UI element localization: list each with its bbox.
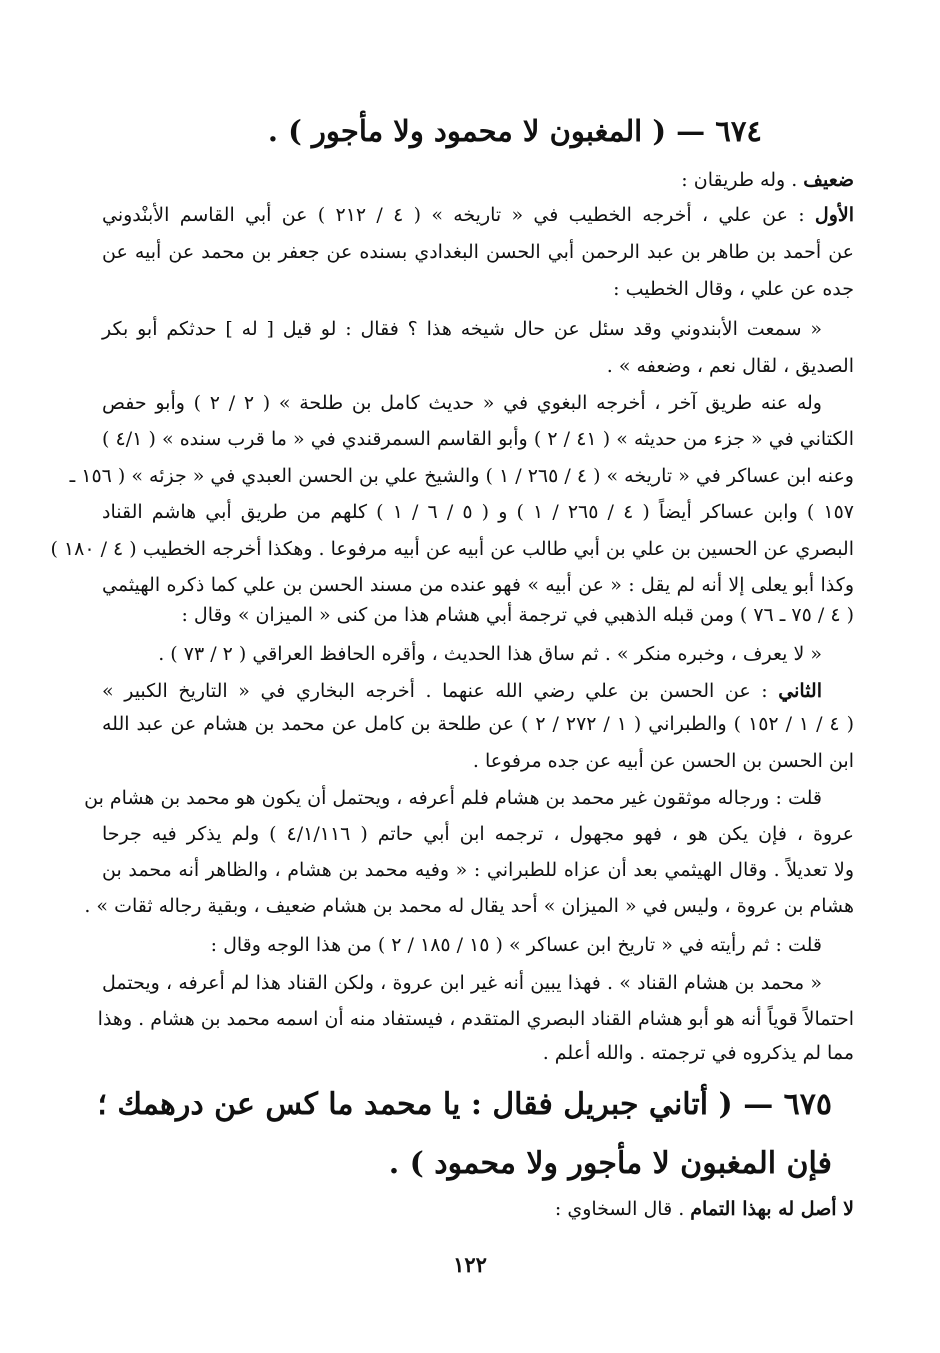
page-number: ١٢٢ xyxy=(453,1252,487,1277)
first-route-label: الأول xyxy=(814,204,854,226)
second-route-line xyxy=(102,679,822,703)
text-line: وله عنه طريق آخر ، أخرجه البغوي في « حديث كامل بن طلحة » ( ٢ / ٢ ) وأبو حفص xyxy=(102,392,822,414)
text-line: وعنه ابن عساكر في « تاريخه » ( ٤ / ٢٦٥ / ١ ) والشيخ علي بن الحسن العبدي في « جزئه » ( ١٥٦ ـ xyxy=(69,465,854,487)
text-line: عن أحمد بن طاهر بن عبد الرحمن أبي الحسن البغدادي بسنده عن جعفر بن محمد عن أبيه عن xyxy=(102,241,854,263)
hadith-675-heading-line-1: ٦٧٥ — ( أتاني جبريل فقال : يا محمد ما كس عن درهمك ؛ xyxy=(97,1087,832,1122)
hadith-674-grade-rest: . وله طريقان : xyxy=(681,169,804,191)
text-line: البصري عن الحسين بن علي بن أبي طالب عن أبيه عن أبيه مرفوعا . وهكذا أخرجه الخطيب ( ٤ / ١٨٠ ) xyxy=(50,538,854,560)
text-line: ولا تعديلاً . وقال الهيثمي بعد أن عزاه للطبراني : « وفيه محمد بن هشام ، والظاهر أنه محمد بن xyxy=(102,859,854,881)
hadith-674-heading: ٦٧٤ — ( المغبون لا محمود ولا مأجور ) . xyxy=(267,114,762,148)
text-line: ( ٤ / ٧٥ ـ ٧٦ ) ومن قبله الذهبي في ترجمة أبي هشام هذا من كنى « الميزان » وقال : xyxy=(181,604,854,626)
hadith-674-grade: ضعيف xyxy=(803,169,854,191)
text-line: قلت : ثم رأيته في « تاريخ ابن عساكر » ( ١٥ / ١٨٥ / ٢ ) من هذا الوجه وقال : xyxy=(210,934,822,956)
quote-line: « سمعت الأبندوني وقد سئل عن حال شيخه هذا ؟ فقال : لو قيل [ له ] حدثكم أبو بكر xyxy=(102,318,822,340)
text-line: ١٥٧ ) وابن عساكر أيضاً ( ٤ / ٢٦٥ / ١ ) و ( ٥ / ٦ / ١ ) كلهم من طريق أبي هاشم القناد xyxy=(102,501,854,523)
quote-line: الصديق ، لقال نعم ، وضعفه » . xyxy=(606,355,854,377)
text-line: عروة ، فإن يكن هو ، فهو مجهول ، ترجمه ابن أبي حاتم ( ٤/١/١١٦ ) ولم يذكر فيه جرحا xyxy=(102,823,854,845)
first-route-line xyxy=(102,203,854,227)
text-line: هشام بن عروة ، وليس في « الميزان » أحد يقال له محمد بن هشام ضعيف ، وبقية رجاله ثقات » . xyxy=(84,895,854,917)
quote-line: « لا يعرف ، وخبره منكر » . ثم ساق هذا الحديث ، وأقره الحافظ العراقي ( ٢ / ٧٣ ) . xyxy=(158,643,822,665)
quote-line: مما لم يذكروه في ترجمته . والله أعلم . xyxy=(542,1042,854,1064)
first-route-text: : عن علي ، أخرجه الخطيب في « تاريخه » ( ٤ / ٢١٢ ) عن أبي القاسم الأبنْدوني xyxy=(102,204,815,226)
hadith-674-grade-line xyxy=(102,168,854,192)
hadith-675-grade: لا أصل له بهذا التمام xyxy=(690,1198,854,1220)
second-route-label: الثاني xyxy=(778,680,822,702)
hadith-675-heading-line-2: فإن المغبون لا مأجور ولا محمود ) . xyxy=(388,1146,832,1181)
quote-line: احتمالاً قوياً أنه هو أبو هشام القناد البصري المتقدم ، فيستفاد منه أن اسمه محمد بن هشام . وهذا xyxy=(97,1008,854,1030)
hadith-675-grade-line xyxy=(102,1197,854,1221)
text-line: ابن الحسن بن الحسن عن أبيه عن جده مرفوعا . xyxy=(472,750,854,772)
text-line: ( ٤ / ١ / ١٥٢ ) والطبراني ( ١ / ٢٧٢ / ٢ ) عن طلحة بن كامل عن محمد بن هشام عن عبد الله xyxy=(102,713,854,735)
text-line: جده عن علي ، وقال الخطيب : xyxy=(613,278,854,300)
hadith-675-grade-rest: . قال السخاوي : xyxy=(554,1198,691,1220)
second-route-text: : عن الحسن بن علي رضي الله عنهما . أخرجه البخاري في « التاريخ الكبير » xyxy=(102,680,779,702)
quote-line: « محمد بن هشام القناد » . فهذا يبين أنه غير ابن عروة ، ولكن القناد هذا لم أعرفه ، ويحتمل xyxy=(102,972,822,994)
text-line: الكتاني في « جزء من حديثه » ( ٤١ / ٢ ) وأبو القاسم السمرقندي في « ما قرب سنده » ( ٤/١ ) xyxy=(102,428,854,450)
text-line: قلت : ورجاله موثقون غير محمد بن هشام فلم أعرفه ، ويحتمل أن يكون هو محمد بن هشام بن xyxy=(84,787,822,809)
text-line: وكذا أبو يعلى إلا أنه لم يقل : « عن أبيه » فهو عنده من مسند الحسن بن علي كما ذكره الهيثمي xyxy=(102,574,854,596)
